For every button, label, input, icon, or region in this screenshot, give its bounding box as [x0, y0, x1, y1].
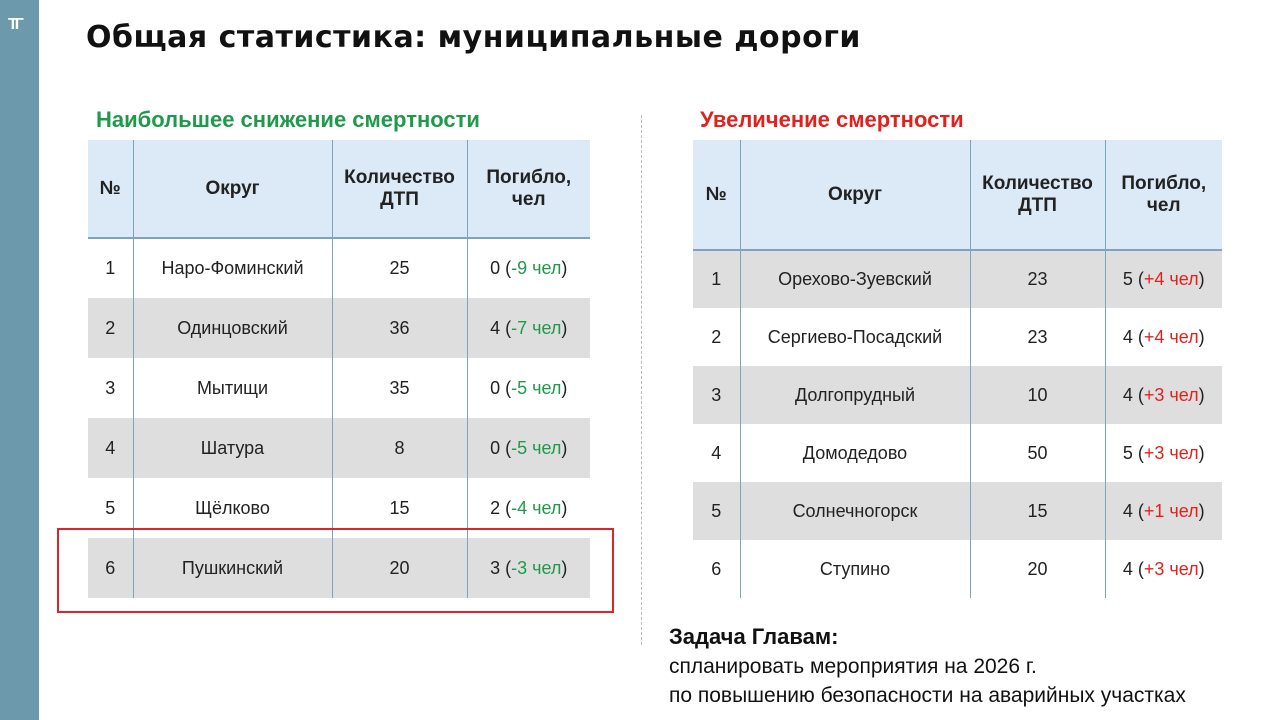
district: Пушкинский [133, 538, 332, 598]
deaths-value: 3 [490, 557, 501, 578]
district: Домодедово [740, 424, 970, 482]
accident-count: 8 [332, 418, 467, 478]
table-row [693, 366, 1222, 424]
district: Солнечногорск [740, 482, 970, 540]
deaths-change: +3 чел [1143, 442, 1199, 463]
column-header: Погибло, чел [1105, 140, 1222, 250]
deaths-value: 0 [490, 437, 501, 458]
task-line: спланировать мероприятия на 2026 г. [669, 655, 1037, 678]
deaths: 4 (+1 чел) [1105, 482, 1222, 540]
district: Щёлково [133, 478, 332, 538]
district: Орехово-Зуевский [740, 250, 970, 308]
accident-count: 15 [332, 478, 467, 538]
deaths-change: +3 чел [1143, 558, 1199, 579]
district: Ступино [740, 540, 970, 598]
deaths-change: +1 чел [1143, 500, 1199, 521]
deaths: 0 (-5 чел) [467, 418, 590, 478]
column-header: № [693, 140, 740, 250]
row-number: 5 [693, 482, 740, 540]
deaths-value: 4 [1122, 500, 1133, 521]
deaths-value: 4 [1122, 558, 1133, 579]
deaths-value: 5 [1122, 442, 1133, 463]
row-number: 3 [88, 358, 133, 418]
deaths-change: +4 чел [1143, 326, 1199, 347]
deaths-change: -5 чел [511, 437, 562, 458]
accident-count: 23 [970, 250, 1105, 308]
page-title: Общая статистика: муниципальные дороги [86, 20, 861, 55]
row-number: 3 [693, 366, 740, 424]
task-line: по повышению безопасности на аварийных участках [669, 684, 1186, 707]
accident-count: 10 [970, 366, 1105, 424]
highlight-box [57, 528, 614, 613]
deaths-value: 4 [490, 317, 501, 338]
district: Шатура [133, 418, 332, 478]
deaths-change: +3 чел [1143, 384, 1199, 405]
header-row [693, 140, 1222, 250]
row-number: 1 [88, 238, 133, 298]
deaths-value: 2 [490, 497, 501, 518]
accident-count: 23 [970, 308, 1105, 366]
deaths-change: -7 чел [511, 317, 562, 338]
row-number: 2 [693, 308, 740, 366]
row-number: 2 [88, 298, 133, 358]
row-number: 4 [693, 424, 740, 482]
header-row [88, 140, 590, 238]
table-row [88, 418, 590, 478]
accident-count: 36 [332, 298, 467, 358]
table-row [88, 298, 590, 358]
deaths: 2 (-4 чел) [467, 478, 590, 538]
district: Мытищи [133, 358, 332, 418]
table-row [693, 250, 1222, 308]
row-number: 6 [693, 540, 740, 598]
right-heading: Увеличение смертности [700, 107, 964, 132]
accident-count: 20 [970, 540, 1105, 598]
deaths-change: -5 чел [511, 377, 562, 398]
table-row [693, 540, 1222, 598]
deaths: 5 (+3 чел) [1105, 424, 1222, 482]
deaths-change: +4 чел [1143, 269, 1199, 289]
divider [641, 115, 642, 645]
deaths: 0 (-9 чел) [467, 238, 590, 298]
deaths: 5 (+4 чел) [1105, 250, 1222, 308]
accident-count: 20 [332, 538, 467, 598]
deaths: 4 (+3 чел) [1105, 540, 1222, 598]
task-block [669, 622, 1186, 710]
deaths: 3 (-3 чел) [467, 538, 590, 598]
deaths-change: -9 чел [511, 258, 562, 278]
district: Сергиево-Посадский [740, 308, 970, 366]
deaths-value: 0 [490, 258, 501, 278]
task-heading: Задача Главам: [669, 624, 839, 649]
district: Одинцовский [133, 298, 332, 358]
deaths: 4 (+3 чел) [1105, 366, 1222, 424]
row-number: 5 [88, 478, 133, 538]
deaths-value: 4 [1122, 384, 1133, 405]
row-number: 4 [88, 418, 133, 478]
accident-count: 35 [332, 358, 467, 418]
accident-count: 25 [332, 238, 467, 298]
deaths-value: 5 [1122, 269, 1133, 289]
left-heading: Наибольшее снижение смертности [96, 107, 480, 132]
deaths-value: 0 [490, 377, 501, 398]
column-header: Количество ДТП [970, 140, 1105, 250]
deaths: 4 (+4 чел) [1105, 308, 1222, 366]
deaths: 0 (-5 чел) [467, 358, 590, 418]
column-header: Погибло, чел [467, 140, 590, 238]
row-number: 6 [88, 538, 133, 598]
deaths-value: 4 [1122, 326, 1133, 347]
table-row [88, 238, 590, 298]
deaths-change: -4 чел [511, 497, 562, 518]
sidebar [0, 0, 39, 720]
row-number: 1 [693, 250, 740, 308]
accident-count: 50 [970, 424, 1105, 482]
column-header: Количество ДТП [332, 140, 467, 238]
accident-count: 15 [970, 482, 1105, 540]
logo-icon: ТГ [8, 16, 21, 33]
table-row [693, 482, 1222, 540]
district: Наро-Фоминский [133, 238, 332, 298]
table-row [693, 308, 1222, 366]
increase-table [693, 140, 1222, 598]
table-row [693, 424, 1222, 482]
deaths: 4 (-7 чел) [467, 298, 590, 358]
table-row [88, 358, 590, 418]
column-header: № [88, 140, 133, 238]
column-header: Округ [740, 140, 970, 250]
column-header: Округ [133, 140, 332, 238]
district: Долгопрудный [740, 366, 970, 424]
deaths-change: -3 чел [511, 557, 562, 578]
